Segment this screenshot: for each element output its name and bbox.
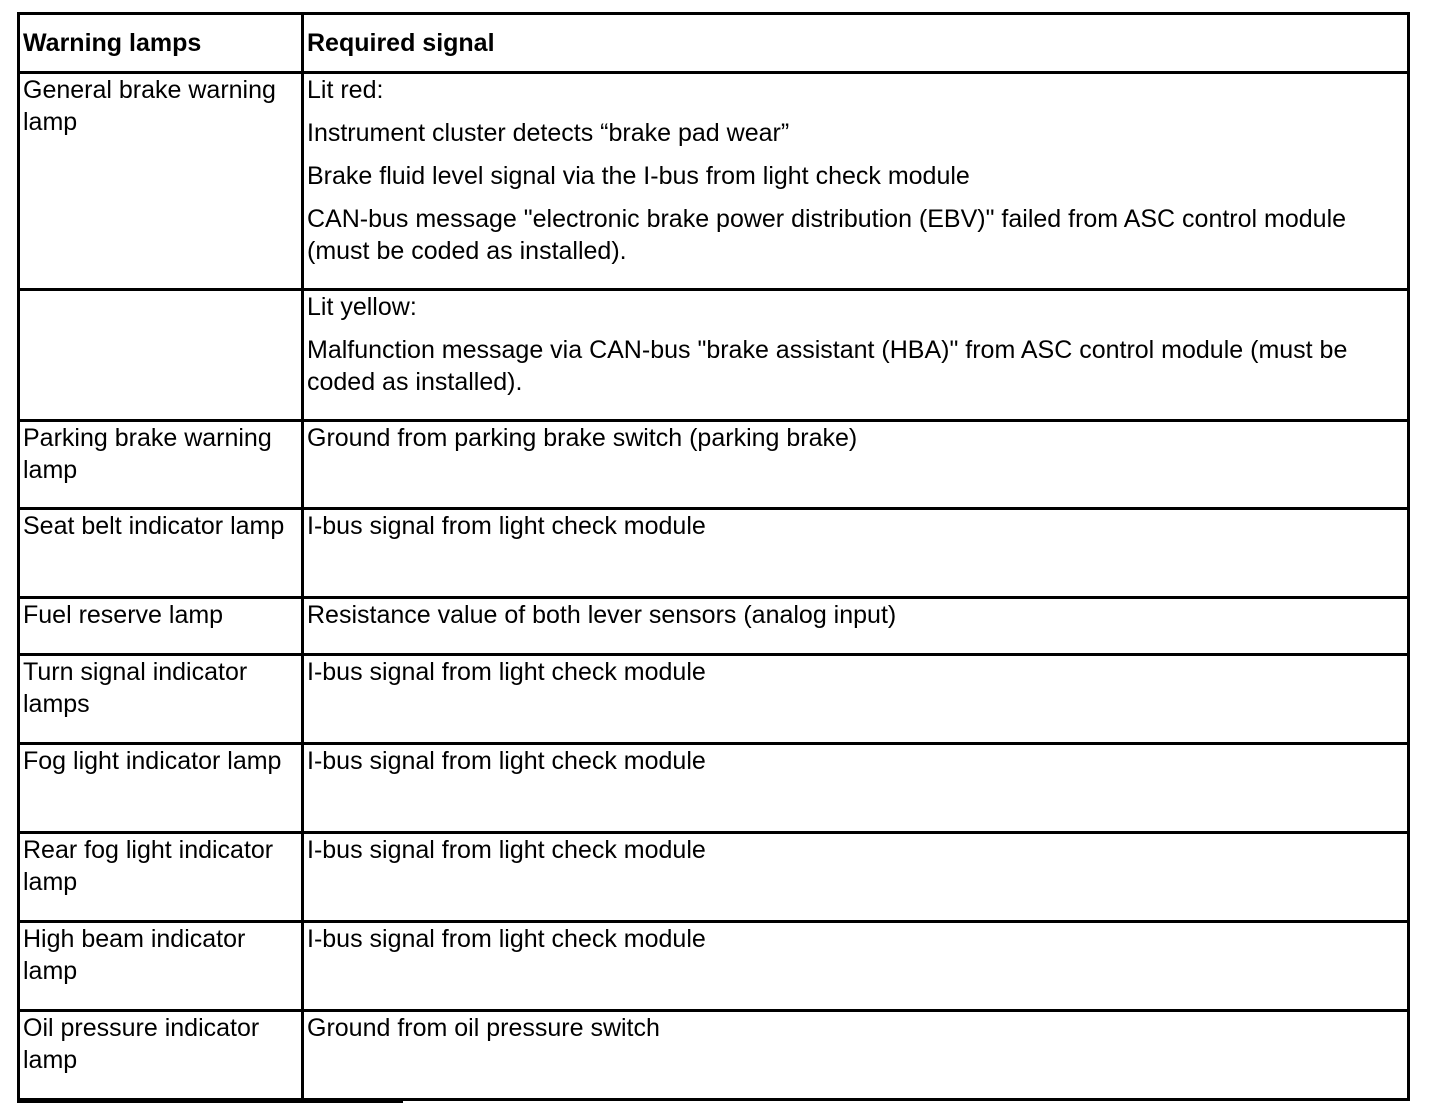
required-signal-cell bbox=[303, 73, 1409, 290]
lamp-name-cell: High beam indicator lamp bbox=[19, 922, 303, 1011]
signal-text: Lit red: bbox=[307, 76, 384, 104]
table-row bbox=[19, 73, 1409, 290]
signal-text: Ground from parking brake switch (parking brake) bbox=[307, 424, 858, 452]
table-header-row bbox=[19, 14, 1409, 73]
required-signal-cell bbox=[303, 598, 1409, 655]
warning-lamps-table bbox=[17, 12, 1410, 1101]
signal-text: Instrument cluster detects “brake pad wear” bbox=[307, 119, 790, 147]
signal-text: I-bus signal from light check module bbox=[307, 747, 706, 775]
table-row bbox=[19, 922, 1409, 1011]
table-row bbox=[19, 744, 1409, 833]
lamp-name-cell: Rear fog light indicator lamp bbox=[19, 833, 303, 922]
table-row bbox=[19, 598, 1409, 655]
lamp-name-cell: Oil pressure indicator lamp bbox=[19, 1011, 303, 1100]
page-divider bbox=[17, 1100, 403, 1103]
signal-text: I-bus signal from light check module bbox=[307, 836, 706, 864]
required-signal-cell bbox=[303, 922, 1409, 1011]
lamp-name-cell: General brake warning lamp bbox=[19, 73, 303, 290]
signal-text: Lit yellow: bbox=[307, 293, 417, 321]
table-row bbox=[19, 833, 1409, 922]
signal-text: I-bus signal from light check module bbox=[307, 925, 706, 953]
signal-text: I-bus signal from light check module bbox=[307, 512, 706, 540]
required-signal-cell bbox=[303, 833, 1409, 922]
lamp-name-cell: Seat belt indicator lamp bbox=[19, 509, 303, 598]
signal-text: Ground from oil pressure switch bbox=[307, 1014, 660, 1042]
required-signal-cell bbox=[303, 509, 1409, 598]
lamp-name-cell: Parking brake warning lamp bbox=[19, 421, 303, 509]
lamp-name-cell: Fog light indicator lamp bbox=[19, 744, 303, 833]
signal-text: CAN-bus message "electronic brake power distribution (EBV)" failed from ASC control module (must be coded as installed). bbox=[307, 205, 1347, 265]
required-signal-cell bbox=[303, 1011, 1409, 1100]
signal-text: I-bus signal from light check module bbox=[307, 658, 706, 686]
lamp-name-cell: Fuel reserve lamp bbox=[19, 598, 303, 655]
required-signal-cell bbox=[303, 744, 1409, 833]
table-row bbox=[19, 421, 1409, 509]
table-row bbox=[19, 655, 1409, 744]
column-header-required-signal: Required signal bbox=[303, 14, 1409, 73]
signal-text: Resistance value of both lever sensors (analog input) bbox=[307, 601, 897, 629]
signal-text: Malfunction message via CAN-bus "brake assistant (HBA)" from ASC control module (must be coded as installed). bbox=[307, 336, 1348, 396]
required-signal-cell bbox=[303, 290, 1409, 421]
column-header-warning-lamps: Warning lamps bbox=[19, 14, 303, 73]
table-row bbox=[19, 509, 1409, 598]
table-row bbox=[19, 290, 1409, 421]
signal-text: Brake fluid level signal via the I-bus from light check module bbox=[307, 162, 970, 190]
table-row bbox=[19, 1011, 1409, 1100]
required-signal-cell bbox=[303, 421, 1409, 509]
lamp-name-cell: Turn signal indicator lamps bbox=[19, 655, 303, 744]
required-signal-cell bbox=[303, 655, 1409, 744]
lamp-name-cell bbox=[19, 290, 303, 421]
